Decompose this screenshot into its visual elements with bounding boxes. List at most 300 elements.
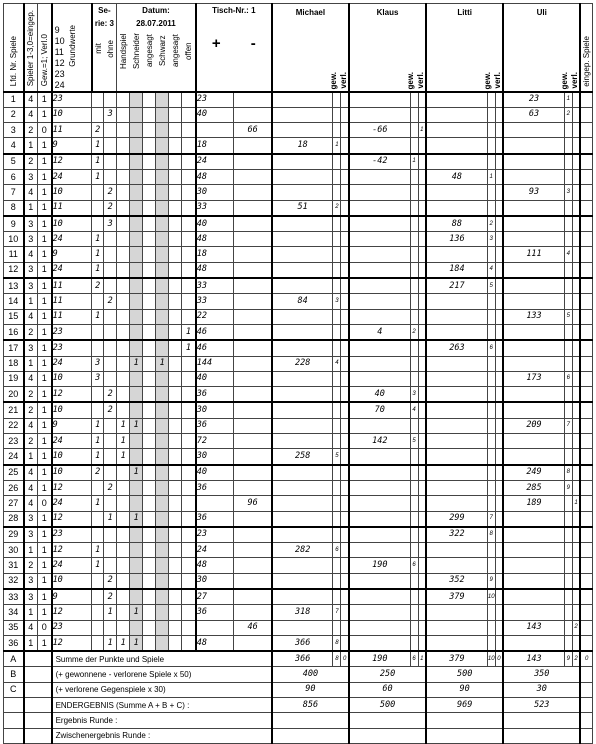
cell-m — [234, 465, 272, 481]
cell-lig: 1 — [487, 169, 495, 184]
cell-of — [182, 496, 196, 511]
table-row — [4, 465, 593, 481]
cell-n: 20 — [4, 387, 24, 403]
cell-n: 32 — [4, 573, 24, 589]
cell-ohne: 1 — [104, 511, 117, 527]
cell-h — [117, 496, 130, 511]
cell-gw: 10 — [52, 371, 92, 386]
cell-ulv — [572, 185, 580, 200]
cell-sw — [156, 216, 169, 232]
cell-h — [117, 324, 130, 340]
cell-n: 1 — [4, 92, 24, 108]
cell-m — [234, 573, 272, 589]
cell-lig: 7 — [487, 511, 495, 527]
cell-h — [117, 247, 130, 262]
cell-sch — [130, 169, 143, 184]
cell-klv — [418, 169, 426, 184]
cell-gw: 12 — [52, 605, 92, 620]
table-row — [4, 262, 593, 278]
cell-m: 46 — [234, 620, 272, 635]
cell-mig — [333, 620, 341, 635]
cell-swa — [169, 527, 182, 543]
cell-kl — [349, 232, 410, 247]
cell-miv — [341, 418, 349, 433]
summary-ul: 350 — [503, 667, 580, 682]
cell-sch — [130, 434, 143, 449]
cell-liv — [495, 123, 503, 138]
cell-ohne — [104, 558, 117, 573]
cell-n: 2 — [4, 107, 24, 122]
cell-of: 1 — [182, 324, 196, 340]
cell-ulv — [572, 123, 580, 138]
cell-p: 48 — [196, 558, 234, 573]
cell-mit — [92, 387, 104, 403]
cell-liv — [495, 92, 503, 108]
header-player-uli: Uli gew. verl. — [503, 4, 580, 92]
cell-sw — [156, 232, 169, 247]
cell-ul: 209 — [503, 418, 564, 433]
cell-sw — [156, 465, 169, 481]
cell-m — [234, 480, 272, 495]
cell-m — [234, 402, 272, 418]
table-row — [4, 340, 593, 356]
cell-mi: 318 — [272, 605, 333, 620]
cell-m — [234, 247, 272, 262]
cell-klg — [410, 107, 418, 122]
cell-mit — [92, 527, 104, 543]
summary-row — [4, 651, 593, 667]
cell-sa — [143, 278, 156, 294]
cell-sch — [130, 480, 143, 495]
cell-sa — [143, 200, 156, 216]
cell-n: 24 — [4, 449, 24, 465]
cell-liv — [495, 216, 503, 232]
cell-g: 1 — [38, 324, 52, 340]
cell-ulg — [564, 543, 572, 558]
table-row — [4, 418, 593, 433]
cell-ulg — [564, 402, 572, 418]
cell-ohne — [104, 620, 117, 635]
cell-n: 30 — [4, 543, 24, 558]
cell-ein — [580, 200, 592, 216]
cell-s: 4 — [24, 496, 38, 511]
cell-n: 33 — [4, 589, 24, 605]
cell-lig: 2 — [487, 216, 495, 232]
summary-ul — [503, 728, 580, 743]
summary-row — [4, 682, 593, 697]
cell-sa — [143, 589, 156, 605]
cell-sa — [143, 340, 156, 356]
cell-li: 322 — [426, 527, 487, 543]
cell-li — [426, 620, 487, 635]
cell-ein — [580, 465, 592, 481]
cell-mi — [272, 527, 333, 543]
cell-swa — [169, 402, 182, 418]
cell-s: 3 — [24, 573, 38, 589]
cell-ein — [580, 543, 592, 558]
cell-kl — [349, 200, 410, 216]
cell-n: 36 — [4, 635, 24, 651]
table-row — [4, 154, 593, 170]
cell-mit — [92, 605, 104, 620]
cell-swa — [169, 449, 182, 465]
cell-ul — [503, 216, 564, 232]
cell-h — [117, 262, 130, 278]
table-row — [4, 496, 593, 511]
cell-h — [117, 185, 130, 200]
cell-mit — [92, 340, 104, 356]
cell-h — [117, 340, 130, 356]
cell-klv — [418, 589, 426, 605]
cell-sw — [156, 123, 169, 138]
table-row — [4, 92, 593, 108]
cell-li — [426, 543, 487, 558]
cell-liv — [495, 309, 503, 324]
cell-sw — [156, 449, 169, 465]
cell-gw: 23 — [52, 340, 92, 356]
cell-sa — [143, 418, 156, 433]
cell-klg — [410, 340, 418, 356]
cell-ul — [503, 169, 564, 184]
cell-swa — [169, 605, 182, 620]
cell-ulv — [572, 449, 580, 465]
cell-g: 1 — [38, 589, 52, 605]
cell-of — [182, 387, 196, 403]
cell-h — [117, 589, 130, 605]
cell-mig — [333, 418, 341, 433]
cell-g: 1 — [38, 387, 52, 403]
cell-swa — [169, 278, 182, 294]
cell-p: 36 — [196, 418, 234, 433]
cell-mig — [333, 387, 341, 403]
cell-sch — [130, 138, 143, 154]
cell-kl — [349, 589, 410, 605]
cell-sa — [143, 496, 156, 511]
cell-ohne: 2 — [104, 200, 117, 216]
cell-ulv — [572, 573, 580, 589]
summary-ul-gew: 9 — [564, 651, 572, 667]
summary-blank — [24, 682, 52, 697]
cell-mit — [92, 402, 104, 418]
cell-lig — [487, 92, 495, 108]
cell-p — [196, 123, 234, 138]
cell-p: 23 — [196, 527, 234, 543]
cell-klv — [418, 434, 426, 449]
cell-miv — [341, 635, 349, 651]
cell-s: 2 — [24, 434, 38, 449]
cell-sa — [143, 465, 156, 481]
cell-kl — [349, 511, 410, 527]
cell-s: 3 — [24, 169, 38, 184]
summary-label: (+ gewonnene - verlorene Spiele x 50) — [52, 667, 272, 682]
cell-ein — [580, 527, 592, 543]
cell-ohne — [104, 324, 117, 340]
cell-s: 3 — [24, 232, 38, 247]
cell-swa — [169, 232, 182, 247]
cell-gw: 9 — [52, 589, 92, 605]
cell-n: 16 — [4, 324, 24, 340]
cell-p: 46 — [196, 324, 234, 340]
cell-mig: 7 — [333, 605, 341, 620]
cell-sch — [130, 107, 143, 122]
cell-mit — [92, 185, 104, 200]
cell-ulg: 4 — [564, 247, 572, 262]
cell-ein — [580, 262, 592, 278]
cell-kl — [349, 605, 410, 620]
cell-sw — [156, 511, 169, 527]
cell-sch: 1 — [130, 465, 143, 481]
cell-mig — [333, 480, 341, 495]
cell-liv — [495, 480, 503, 495]
table-row — [4, 605, 593, 620]
cell-of — [182, 620, 196, 635]
cell-s: 3 — [24, 278, 38, 294]
cell-ulv — [572, 371, 580, 386]
cell-klv — [418, 107, 426, 122]
cell-ohne — [104, 247, 117, 262]
cell-m — [234, 589, 272, 605]
cell-sch — [130, 309, 143, 324]
cell-sch — [130, 262, 143, 278]
cell-of — [182, 558, 196, 573]
cell-klg: 1 — [410, 154, 418, 170]
cell-of — [182, 294, 196, 309]
cell-klv — [418, 138, 426, 154]
cell-miv — [341, 309, 349, 324]
cell-s: 1 — [24, 635, 38, 651]
cell-liv — [495, 154, 503, 170]
cell-g: 1 — [38, 340, 52, 356]
cell-mig — [333, 247, 341, 262]
cell-ein — [580, 216, 592, 232]
cell-miv — [341, 480, 349, 495]
cell-n: 5 — [4, 154, 24, 170]
cell-gw: 10 — [52, 216, 92, 232]
cell-ein — [580, 247, 592, 262]
cell-ohne: 2 — [104, 402, 117, 418]
cell-mig — [333, 324, 341, 340]
cell-ein — [580, 558, 592, 573]
cell-liv — [495, 278, 503, 294]
summary-li-gew: 10 — [487, 651, 495, 667]
cell-ul: 133 — [503, 309, 564, 324]
cell-gw: 9 — [52, 138, 92, 154]
cell-g: 1 — [38, 527, 52, 543]
cell-of — [182, 573, 196, 589]
cell-klg — [410, 449, 418, 465]
cell-sa — [143, 294, 156, 309]
cell-of — [182, 480, 196, 495]
cell-m — [234, 635, 272, 651]
cell-mig — [333, 169, 341, 184]
cell-liv — [495, 418, 503, 433]
cell-g: 1 — [38, 511, 52, 527]
header-serie: Se- rie: 3 mit ohne — [92, 4, 117, 92]
cell-g: 1 — [38, 138, 52, 154]
cell-s: 1 — [24, 449, 38, 465]
cell-swa — [169, 324, 182, 340]
cell-s: 4 — [24, 185, 38, 200]
cell-ulg — [564, 356, 572, 371]
cell-lig — [487, 356, 495, 371]
cell-ul — [503, 262, 564, 278]
cell-lig: 8 — [487, 527, 495, 543]
cell-sw — [156, 107, 169, 122]
summary-row — [4, 667, 593, 682]
cell-lig: 10 — [487, 589, 495, 605]
cell-kl — [349, 92, 410, 108]
cell-ohne — [104, 465, 117, 481]
cell-lig: 5 — [487, 278, 495, 294]
cell-sch — [130, 620, 143, 635]
cell-sch — [130, 232, 143, 247]
cell-g: 0 — [38, 123, 52, 138]
cell-n: 8 — [4, 200, 24, 216]
cell-sch: 1 — [130, 511, 143, 527]
cell-mit: 1 — [92, 496, 104, 511]
cell-liv — [495, 200, 503, 216]
cell-ein — [580, 294, 592, 309]
cell-sa — [143, 449, 156, 465]
cell-gw: 24 — [52, 434, 92, 449]
cell-s: 2 — [24, 558, 38, 573]
cell-liv — [495, 605, 503, 620]
cell-lig — [487, 123, 495, 138]
cell-sa — [143, 402, 156, 418]
header-grundwerte: 9 10 11 12 23 24 Grundwerte — [52, 4, 92, 92]
cell-ul — [503, 449, 564, 465]
cell-h — [117, 465, 130, 481]
cell-ulv — [572, 294, 580, 309]
cell-mit: 3 — [92, 356, 104, 371]
cell-liv — [495, 527, 503, 543]
cell-sa — [143, 247, 156, 262]
cell-g: 1 — [38, 371, 52, 386]
cell-s: 1 — [24, 200, 38, 216]
summary-mi — [272, 728, 349, 743]
cell-klg — [410, 496, 418, 511]
cell-mit: 1 — [92, 169, 104, 184]
cell-mit: 1 — [92, 543, 104, 558]
grundwert-value: 24 — [54, 79, 65, 90]
cell-ulg — [564, 434, 572, 449]
cell-mig: 5 — [333, 449, 341, 465]
summary-row — [4, 698, 593, 713]
cell-miv — [341, 232, 349, 247]
cell-p: 24 — [196, 154, 234, 170]
cell-klg — [410, 356, 418, 371]
cell-n: 31 — [4, 558, 24, 573]
cell-p: 36 — [196, 605, 234, 620]
cell-ohne: 2 — [104, 185, 117, 200]
cell-miv — [341, 138, 349, 154]
cell-kl: 70 — [349, 402, 410, 418]
cell-miv — [341, 278, 349, 294]
cell-h: 1 — [117, 434, 130, 449]
cell-liv — [495, 543, 503, 558]
cell-miv — [341, 589, 349, 605]
cell-ohne — [104, 371, 117, 386]
summary-li: 90 — [426, 682, 503, 697]
summary-eingep: 0 — [580, 651, 592, 667]
cell-gw: 12 — [52, 543, 92, 558]
cell-mi: 366 — [272, 635, 333, 651]
header-player-michael: Michael gew. verl. — [272, 4, 349, 92]
cell-ul — [503, 340, 564, 356]
cell-s: 2 — [24, 402, 38, 418]
cell-mit: 1 — [92, 247, 104, 262]
cell-g: 1 — [38, 278, 52, 294]
cell-lig — [487, 558, 495, 573]
cell-mig — [333, 527, 341, 543]
cell-klv — [418, 620, 426, 635]
cell-liv — [495, 371, 503, 386]
header-eingep: eingep. Spiele — [580, 4, 592, 92]
cell-ein — [580, 434, 592, 449]
cell-n: 25 — [4, 465, 24, 481]
cell-klv — [418, 340, 426, 356]
cell-swa — [169, 216, 182, 232]
cell-ul: 111 — [503, 247, 564, 262]
cell-ein — [580, 635, 592, 651]
cell-klv — [418, 527, 426, 543]
cell-ul — [503, 232, 564, 247]
cell-kl — [349, 527, 410, 543]
cell-ohne: 2 — [104, 294, 117, 309]
cell-p: 48 — [196, 232, 234, 247]
cell-ohne — [104, 449, 117, 465]
cell-miv — [341, 107, 349, 122]
table-row — [4, 247, 593, 262]
cell-mig — [333, 589, 341, 605]
cell-swa — [169, 387, 182, 403]
cell-kl: 142 — [349, 434, 410, 449]
cell-klg — [410, 247, 418, 262]
cell-sw — [156, 278, 169, 294]
cell-ul — [503, 154, 564, 170]
summary-letter: C — [4, 682, 24, 697]
cell-ulv — [572, 402, 580, 418]
summary-label: Ergebnis Runde : — [52, 713, 272, 728]
cell-ul — [503, 387, 564, 403]
summary-blank — [24, 728, 52, 743]
cell-of — [182, 527, 196, 543]
cell-ulg — [564, 511, 572, 527]
cell-li: 299 — [426, 511, 487, 527]
cell-sch: 1 — [130, 635, 143, 651]
cell-klv — [418, 635, 426, 651]
cell-p: 23 — [196, 92, 234, 108]
cell-ulv — [572, 543, 580, 558]
cell-sa — [143, 107, 156, 122]
cell-sw — [156, 138, 169, 154]
summary-ul: 30 — [503, 682, 580, 697]
cell-liv — [495, 511, 503, 527]
cell-s: 1 — [24, 356, 38, 371]
cell-mig — [333, 278, 341, 294]
cell-gw: 10 — [52, 107, 92, 122]
cell-miv — [341, 543, 349, 558]
cell-sw — [156, 387, 169, 403]
cell-gw: 10 — [52, 185, 92, 200]
cell-ul: 23 — [503, 92, 564, 108]
cell-ulv — [572, 605, 580, 620]
cell-m — [234, 138, 272, 154]
cell-ein — [580, 511, 592, 527]
cell-p: 36 — [196, 480, 234, 495]
cell-mit — [92, 635, 104, 651]
cell-g: 1 — [38, 558, 52, 573]
